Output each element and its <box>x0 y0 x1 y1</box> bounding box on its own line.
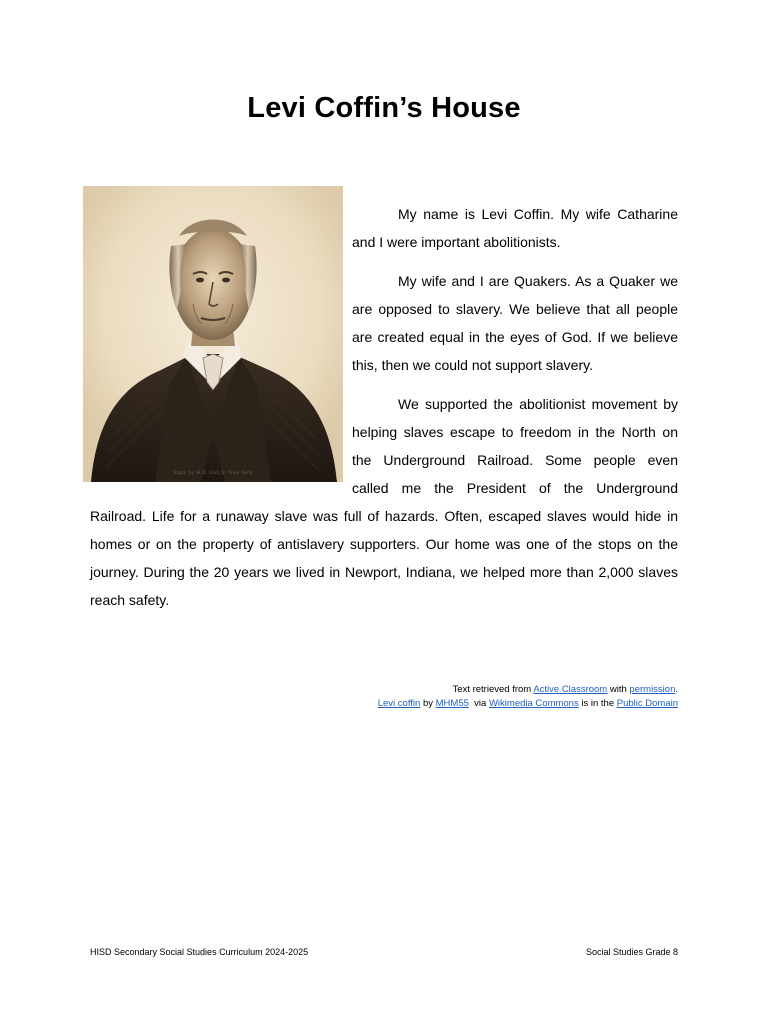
permission-link[interactable]: permission <box>629 684 676 695</box>
credit-text: with <box>607 684 630 695</box>
engraving-caption: Engr. by H.B. Hall Jr. New York <box>173 470 253 476</box>
portrait-engraving <box>83 186 343 482</box>
levi-coffin-image-link[interactable]: Levi coffin <box>377 698 421 709</box>
page-footer <box>90 947 678 957</box>
public-domain-link[interactable]: Public Domain <box>616 698 678 709</box>
paragraph-1: My name is Levi Coffin. My wife Catharine and I were important abolitionists. <box>352 206 678 250</box>
page-title: Levi Coffin’s House <box>247 92 521 124</box>
attribution-line-1 <box>378 683 678 697</box>
attribution <box>378 683 678 711</box>
footer-grade: Social Studies Grade 8 <box>585 947 678 957</box>
author-link[interactable]: MHM55 <box>435 698 469 709</box>
attribution-line-2 <box>378 697 678 711</box>
levi-coffin-portrait <box>83 186 343 482</box>
credit-text: via <box>468 698 489 709</box>
paragraph-2: My wife and I are Quakers. As a Quaker we are opposed to slavery. We believe that all people are created equal in the eyes of God. If we believe this, then we could not support slavery. <box>352 273 678 373</box>
wikimedia-commons-link[interactable]: Wikimedia Commons <box>488 698 579 709</box>
credit-text: by <box>420 698 436 709</box>
paragraph-3: We supported the abolitionist movement by helping slaves escape to freedom in the North on the Underground Railroad. Some people even called me the President of the Underground Railroad. Life for a runaway slave was full of hazards. Often, escaped slaves would hide in homes or on the property of antislavery supporters. Our home was one of the stops on the journey. During the 20 years we lived in Newport, Indiana, we helped more than 2,000 slaves reach safety. <box>90 396 678 608</box>
credit-text: Text retrieved from <box>452 684 534 695</box>
credit-text: is in the <box>578 698 617 709</box>
footer-curriculum: HISD Secondary Social Studies Curriculum 2024-2025 <box>90 947 309 957</box>
article-body <box>90 200 678 625</box>
credit-text: . <box>675 684 678 695</box>
active-classroom-link[interactable]: Active Classroom <box>533 684 608 695</box>
